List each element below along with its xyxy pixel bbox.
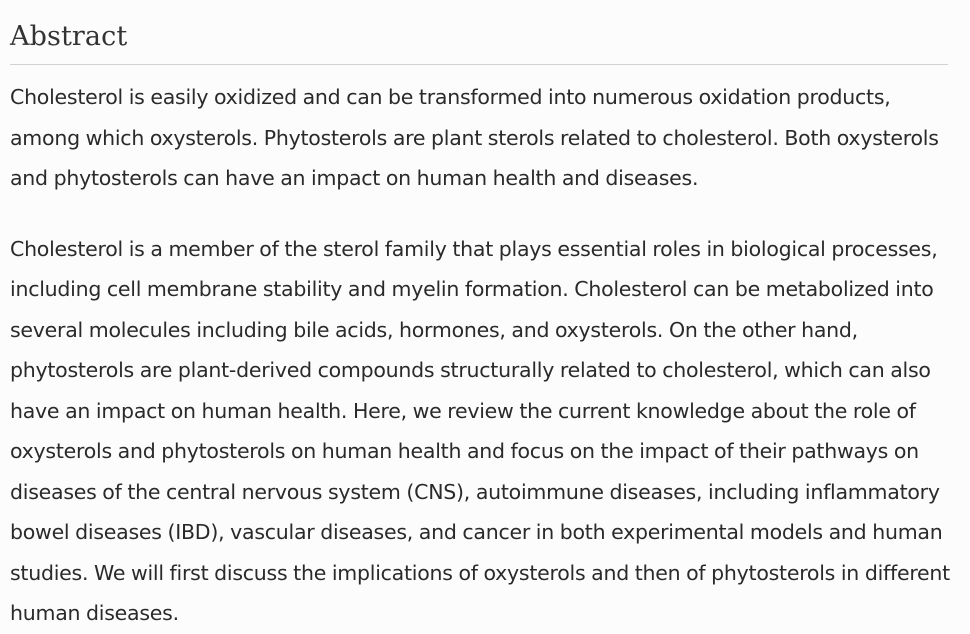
abstract-paragraph-body: Cholesterol is a member of the sterol family that plays essential roles in biological processes, including cell membrane stability and myelin formation. Cholesterol can be metabolized into several molecules including bile acids, hormones, and oxysterols. On the other hand, phytosterols are plant-derived compounds structurally related to cholesterol, which can also have an impact on human health. Here, we review the current knowledge about the role of oxysterols and phytosterols on human health and focus on the impact of their pathways on diseases of the central nervous system (CNS), autoimmune diseases, including inflammatory bowel diseases (IBD), vascular diseases, and cancer in both experimental models and human studies. We will first discuss the implications of oxysterols and then of phytosterols in different human diseases. — [10, 236, 950, 625]
abstract-paragraph-summary: Cholesterol is easily oxidized and can be transformed into numerous oxidation products, among which oxysterols. Phytosterols are plant sterols related to cholesterol. Both oxysterols and phytosterols can have an impact on human health and diseases. — [10, 85, 939, 190]
abstract-heading: Abstract — [10, 21, 128, 52]
abstract-section — [10, 0, 950, 634]
heading-divider — [10, 64, 948, 65]
